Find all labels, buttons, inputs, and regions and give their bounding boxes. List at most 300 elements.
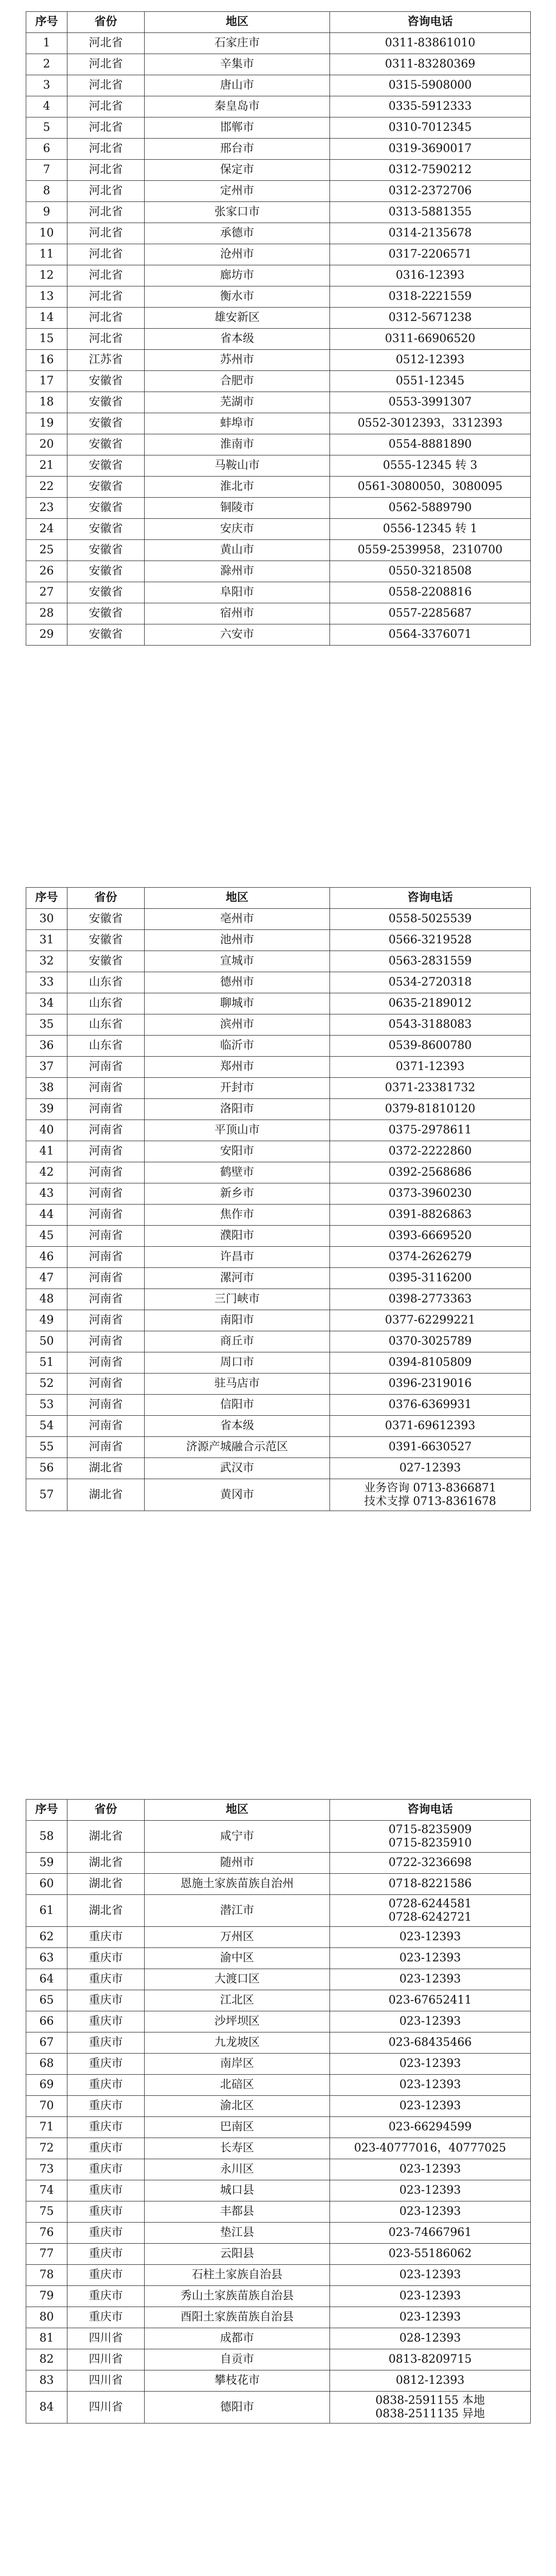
phone-cell: 0838-2591155 本地 0838-2511135 异地	[330, 2392, 531, 2424]
region-cell: 合肥市	[145, 371, 330, 392]
phone-cell: 0310-7012345	[330, 117, 531, 139]
table-row	[26, 1268, 531, 1289]
region-cell: 北碚区	[145, 2075, 330, 2096]
table-row	[26, 972, 531, 993]
province-cell: 河南省	[67, 1099, 145, 1120]
province-cell: 河南省	[67, 1395, 145, 1416]
row-number: 45	[26, 1226, 67, 1247]
table-row	[26, 2392, 531, 2424]
table-row	[26, 930, 531, 951]
region-cell: 张家口市	[145, 202, 330, 223]
region-cell: 石柱土家族自治县	[145, 2265, 330, 2286]
table-row	[26, 2244, 531, 2265]
row-number: 5	[26, 117, 67, 139]
province-cell: 重庆市	[67, 2307, 145, 2328]
row-number: 57	[26, 1479, 67, 1511]
phone-cell: 0371-12393	[330, 1057, 531, 1078]
province-cell: 山东省	[67, 1036, 145, 1057]
phone-cell: 业务咨询 0713-8366871 技术支撑 0713-8361678	[330, 1479, 531, 1511]
province-cell: 河北省	[67, 329, 145, 350]
row-number: 78	[26, 2265, 67, 2286]
table-row	[26, 624, 531, 646]
table-row	[26, 1120, 531, 1141]
table-row	[26, 33, 531, 54]
province-cell: 河北省	[67, 223, 145, 244]
table-row	[26, 308, 531, 329]
province-cell: 河南省	[67, 1437, 145, 1458]
province-cell: 重庆市	[67, 2286, 145, 2307]
phone-cell: 0372-2222860	[330, 1141, 531, 1162]
phone-cell: 028-12393	[330, 2328, 531, 2349]
table-row	[26, 603, 531, 624]
header-no: 序号	[26, 1800, 67, 1821]
row-number: 79	[26, 2286, 67, 2307]
header-province: 省份	[67, 1800, 145, 1821]
phone-cell: 0379-81810120	[330, 1099, 531, 1120]
table-row	[26, 392, 531, 413]
row-number: 22	[26, 477, 67, 498]
province-cell: 四川省	[67, 2349, 145, 2370]
table-row	[26, 2328, 531, 2349]
phone-cell: 0718-8221586	[330, 1874, 531, 1895]
phone-cell: 0512-12393	[330, 350, 531, 371]
province-cell: 河北省	[67, 117, 145, 139]
phone-cell: 0556-12345 转 1	[330, 519, 531, 540]
province-cell: 河北省	[67, 181, 145, 202]
row-number: 76	[26, 2223, 67, 2244]
phone-cell: 023-12393	[330, 2011, 531, 2032]
table-row	[26, 2286, 531, 2307]
phone-cell: 0370-3025789	[330, 1331, 531, 1352]
row-number: 38	[26, 1078, 67, 1099]
province-cell: 重庆市	[67, 2117, 145, 2138]
header-region: 地区	[145, 1800, 330, 1821]
row-number: 25	[26, 540, 67, 561]
region-cell: 开封市	[145, 1078, 330, 1099]
phone-cell: 023-12393	[330, 1948, 531, 1969]
row-number: 1	[26, 33, 67, 54]
phone-cell: 0555-12345 转 3	[330, 455, 531, 477]
row-number: 2	[26, 54, 67, 75]
header-region: 地区	[145, 12, 330, 33]
phone-cell: 0559-2539958，2310700	[330, 540, 531, 561]
province-cell: 山东省	[67, 972, 145, 993]
row-number: 44	[26, 1205, 67, 1226]
phone-cell: 0557-2285687	[330, 603, 531, 624]
table-row	[26, 1969, 531, 1990]
row-number: 13	[26, 286, 67, 308]
phone-cell: 023-12393	[330, 1927, 531, 1948]
table-row	[26, 371, 531, 392]
table-row	[26, 1990, 531, 2011]
region-cell: 聊城市	[145, 993, 330, 1014]
region-cell: 万州区	[145, 1927, 330, 1948]
row-number: 75	[26, 2201, 67, 2223]
phone-cell: 0558-5025539	[330, 909, 531, 930]
phone-cell: 023-67652411	[330, 1990, 531, 2011]
row-number: 47	[26, 1268, 67, 1289]
region-cell: 云阳县	[145, 2244, 330, 2265]
region-cell: 蚌埠市	[145, 413, 330, 434]
table-row	[26, 2223, 531, 2244]
region-cell: 武汉市	[145, 1458, 330, 1479]
province-cell: 重庆市	[67, 1948, 145, 1969]
phone-cell: 0312-2372706	[330, 181, 531, 202]
phone-cell: 023-12393	[330, 2201, 531, 2223]
region-cell: 洛阳市	[145, 1099, 330, 1120]
phone-cell: 0398-2773363	[330, 1289, 531, 1310]
phone-cell: 0715-8235909 0715-8235910	[330, 1821, 531, 1853]
phone-cell: 0317-2206571	[330, 244, 531, 265]
table-row	[26, 909, 531, 930]
table-row	[26, 329, 531, 350]
row-number: 68	[26, 2054, 67, 2075]
region-cell: 垫江县	[145, 2223, 330, 2244]
region-cell: 邢台市	[145, 139, 330, 160]
table-row	[26, 54, 531, 75]
phone-cell: 0550-3218508	[330, 561, 531, 582]
province-cell: 河南省	[67, 1247, 145, 1268]
table-row	[26, 1853, 531, 1874]
table-row	[26, 2138, 531, 2159]
region-cell: 邯郸市	[145, 117, 330, 139]
province-cell: 河南省	[67, 1205, 145, 1226]
header-phone: 咨询电话	[330, 888, 531, 909]
province-cell: 安徽省	[67, 434, 145, 455]
phone-cell: 0391-6630527	[330, 1437, 531, 1458]
phone-cell: 0371-23381732	[330, 1078, 531, 1099]
province-cell: 河南省	[67, 1331, 145, 1352]
table-row	[26, 1247, 531, 1268]
province-cell: 四川省	[67, 2392, 145, 2424]
region-cell: 九龙坡区	[145, 2032, 330, 2054]
table-row	[26, 477, 531, 498]
table-row	[26, 2096, 531, 2117]
phone-cell: 0722-3236698	[330, 1853, 531, 1874]
province-cell: 河北省	[67, 33, 145, 54]
row-number: 43	[26, 1183, 67, 1205]
table-row	[26, 561, 531, 582]
province-cell: 重庆市	[67, 1990, 145, 2011]
phone-cell: 0539-8600780	[330, 1036, 531, 1057]
region-cell: 雄安新区	[145, 308, 330, 329]
region-cell: 唐山市	[145, 75, 330, 96]
province-cell: 安徽省	[67, 477, 145, 498]
row-number: 71	[26, 2117, 67, 2138]
province-cell: 河南省	[67, 1183, 145, 1205]
row-number: 37	[26, 1057, 67, 1078]
region-cell: 六安市	[145, 624, 330, 646]
table-row	[26, 160, 531, 181]
region-cell: 淮南市	[145, 434, 330, 455]
phone-cell: 0373-3960230	[330, 1183, 531, 1205]
region-cell: 宣城市	[145, 951, 330, 972]
province-cell: 河南省	[67, 1226, 145, 1247]
row-number: 30	[26, 909, 67, 930]
row-number: 81	[26, 2328, 67, 2349]
region-cell: 随州市	[145, 1853, 330, 1874]
table-row	[26, 265, 531, 286]
row-number: 31	[26, 930, 67, 951]
row-number: 80	[26, 2307, 67, 2328]
table-row	[26, 1948, 531, 1969]
province-cell: 重庆市	[67, 2180, 145, 2201]
province-cell: 河北省	[67, 286, 145, 308]
region-cell: 承德市	[145, 223, 330, 244]
phone-cell: 0552-3012393，3312393	[330, 413, 531, 434]
table-row	[26, 1395, 531, 1416]
table-row	[26, 519, 531, 540]
phone-cell: 0813-8209715	[330, 2349, 531, 2370]
province-cell: 安徽省	[67, 392, 145, 413]
row-number: 84	[26, 2392, 67, 2424]
province-cell: 河北省	[67, 308, 145, 329]
row-number: 60	[26, 1874, 67, 1895]
phone-cell: 023-12393	[330, 2075, 531, 2096]
table-row	[26, 2307, 531, 2328]
province-cell: 安徽省	[67, 624, 145, 646]
table-section-1	[26, 11, 530, 646]
phone-cell: 0312-5671238	[330, 308, 531, 329]
region-cell: 亳州市	[145, 909, 330, 930]
phone-cell: 0534-2720318	[330, 972, 531, 993]
phone-cell: 0311-83280369	[330, 54, 531, 75]
province-cell: 安徽省	[67, 413, 145, 434]
row-number: 55	[26, 1437, 67, 1458]
row-number: 36	[26, 1036, 67, 1057]
phone-cell: 0374-2626279	[330, 1247, 531, 1268]
header-phone: 咨询电话	[330, 1800, 531, 1821]
phone-cell: 0543-3188083	[330, 1014, 531, 1036]
phone-cell: 0635-2189012	[330, 993, 531, 1014]
province-cell: 重庆市	[67, 2032, 145, 2054]
table-row	[26, 286, 531, 308]
table-row	[26, 1374, 531, 1395]
region-cell: 潜江市	[145, 1895, 330, 1927]
phone-cell: 0396-2319016	[330, 1374, 531, 1395]
province-cell: 河北省	[67, 75, 145, 96]
province-cell: 河南省	[67, 1120, 145, 1141]
phone-cell: 0394-8105809	[330, 1352, 531, 1374]
phone-cell: 0335-5912333	[330, 96, 531, 117]
province-cell: 河南省	[67, 1141, 145, 1162]
province-cell: 河南省	[67, 1310, 145, 1331]
province-cell: 河南省	[67, 1162, 145, 1183]
row-number: 67	[26, 2032, 67, 2054]
table-row	[26, 1331, 531, 1352]
row-number: 83	[26, 2370, 67, 2392]
region-cell: 济源产城融合示范区	[145, 1437, 330, 1458]
region-cell: 秦皇岛市	[145, 96, 330, 117]
table-row	[26, 223, 531, 244]
region-cell: 宿州市	[145, 603, 330, 624]
row-number: 15	[26, 329, 67, 350]
table-row	[26, 434, 531, 455]
table-row	[26, 1289, 531, 1310]
region-cell: 信阳市	[145, 1395, 330, 1416]
row-number: 19	[26, 413, 67, 434]
province-cell: 河南省	[67, 1057, 145, 1078]
province-cell: 山东省	[67, 993, 145, 1014]
table-row	[26, 1821, 531, 1853]
table-row	[26, 244, 531, 265]
province-cell: 安徽省	[67, 498, 145, 519]
province-cell: 重庆市	[67, 2075, 145, 2096]
table-row	[26, 181, 531, 202]
phone-cell: 023-12393	[330, 2180, 531, 2201]
row-number: 7	[26, 160, 67, 181]
phone-cell: 0318-2221559	[330, 286, 531, 308]
table-row	[26, 582, 531, 603]
table-row	[26, 75, 531, 96]
row-number: 64	[26, 1969, 67, 1990]
table-row	[26, 1416, 531, 1437]
province-cell: 河南省	[67, 1374, 145, 1395]
region-cell: 衡水市	[145, 286, 330, 308]
region-cell: 安庆市	[145, 519, 330, 540]
table-row	[26, 1437, 531, 1458]
region-cell: 成都市	[145, 2328, 330, 2349]
province-cell: 河北省	[67, 244, 145, 265]
table-row	[26, 1183, 531, 1205]
table-row	[26, 1014, 531, 1036]
row-number: 69	[26, 2075, 67, 2096]
phone-cell: 0313-5881355	[330, 202, 531, 223]
table-row	[26, 951, 531, 972]
region-cell: 长寿区	[145, 2138, 330, 2159]
phone-cell: 0393-6669520	[330, 1226, 531, 1247]
table-row	[26, 498, 531, 519]
header-phone: 咨询电话	[330, 12, 531, 33]
region-cell: 阜阳市	[145, 582, 330, 603]
region-cell: 沙坪坝区	[145, 2011, 330, 2032]
region-cell: 濮阳市	[145, 1226, 330, 1247]
region-cell: 咸宁市	[145, 1821, 330, 1853]
row-number: 82	[26, 2349, 67, 2370]
table-row	[26, 1479, 531, 1511]
region-cell: 平顶山市	[145, 1120, 330, 1141]
province-cell: 河南省	[67, 1416, 145, 1437]
row-number: 3	[26, 75, 67, 96]
table-row	[26, 1036, 531, 1057]
row-number: 56	[26, 1458, 67, 1479]
province-cell: 四川省	[67, 2328, 145, 2349]
region-cell: 淮北市	[145, 477, 330, 498]
table-row	[26, 413, 531, 434]
region-cell: 酉阳土家族苗族自治县	[145, 2307, 330, 2328]
table-row	[26, 2032, 531, 2054]
table-row	[26, 1078, 531, 1099]
province-cell: 安徽省	[67, 930, 145, 951]
phone-cell: 0562-5889790	[330, 498, 531, 519]
province-cell: 河北省	[67, 139, 145, 160]
table-row	[26, 2011, 531, 2032]
province-cell: 江苏省	[67, 350, 145, 371]
province-cell: 安徽省	[67, 582, 145, 603]
province-cell: 安徽省	[67, 909, 145, 930]
row-number: 8	[26, 181, 67, 202]
phone-cell: 0551-12345	[330, 371, 531, 392]
phone-cell: 023-55186062	[330, 2244, 531, 2265]
province-cell: 河南省	[67, 1352, 145, 1374]
region-cell: 芜湖市	[145, 392, 330, 413]
region-cell: 永川区	[145, 2159, 330, 2180]
row-number: 73	[26, 2159, 67, 2180]
table-section-3	[26, 1799, 530, 2424]
table-row	[26, 2054, 531, 2075]
province-cell: 湖北省	[67, 1853, 145, 1874]
row-number: 33	[26, 972, 67, 993]
region-cell: 攀枝花市	[145, 2370, 330, 2392]
province-cell: 重庆市	[67, 2244, 145, 2265]
phone-cell: 0554-8881890	[330, 434, 531, 455]
table-section-2	[26, 887, 530, 1511]
province-cell: 河南省	[67, 1289, 145, 1310]
phone-cell: 0395-3116200	[330, 1268, 531, 1289]
province-cell: 重庆市	[67, 1969, 145, 1990]
row-number: 24	[26, 519, 67, 540]
row-number: 72	[26, 2138, 67, 2159]
province-cell: 安徽省	[67, 371, 145, 392]
province-cell: 重庆市	[67, 2201, 145, 2223]
region-cell: 滁州市	[145, 561, 330, 582]
row-number: 11	[26, 244, 67, 265]
table-row	[26, 1874, 531, 1895]
phone-cell: 023-12393	[330, 1969, 531, 1990]
phone-cell: 0812-12393	[330, 2370, 531, 2392]
table-row	[26, 1141, 531, 1162]
header-no: 序号	[26, 12, 67, 33]
region-cell: 巴南区	[145, 2117, 330, 2138]
phone-cell: 023-74667961	[330, 2223, 531, 2244]
table-row	[26, 1310, 531, 1331]
province-cell: 重庆市	[67, 2054, 145, 2075]
province-cell: 重庆市	[67, 2011, 145, 2032]
row-number: 42	[26, 1162, 67, 1183]
row-number: 16	[26, 350, 67, 371]
region-cell: 许昌市	[145, 1247, 330, 1268]
row-number: 50	[26, 1331, 67, 1352]
table-row	[26, 2201, 531, 2223]
phone-cell: 0377-62299221	[330, 1310, 531, 1331]
region-cell: 马鞍山市	[145, 455, 330, 477]
row-number: 10	[26, 223, 67, 244]
province-cell: 河北省	[67, 202, 145, 223]
row-number: 20	[26, 434, 67, 455]
province-cell: 湖北省	[67, 1479, 145, 1511]
region-cell: 保定市	[145, 160, 330, 181]
region-cell: 商丘市	[145, 1331, 330, 1352]
region-cell: 黄冈市	[145, 1479, 330, 1511]
table-row	[26, 139, 531, 160]
region-cell: 南阳市	[145, 1310, 330, 1331]
table-row	[26, 1927, 531, 1948]
province-cell: 重庆市	[67, 2159, 145, 2180]
table-row	[26, 1458, 531, 1479]
table-row	[26, 96, 531, 117]
phone-cell: 0371-69612393	[330, 1416, 531, 1437]
hotline-table-2	[26, 887, 531, 1511]
region-cell: 定州市	[145, 181, 330, 202]
province-cell: 安徽省	[67, 603, 145, 624]
region-cell: 丰都县	[145, 2201, 330, 2223]
phone-cell: 023-66294599	[330, 2117, 531, 2138]
row-number: 65	[26, 1990, 67, 2011]
table-row	[26, 1352, 531, 1374]
phone-cell: 0391-8826863	[330, 1205, 531, 1226]
table-row	[26, 540, 531, 561]
region-cell: 临沂市	[145, 1036, 330, 1057]
